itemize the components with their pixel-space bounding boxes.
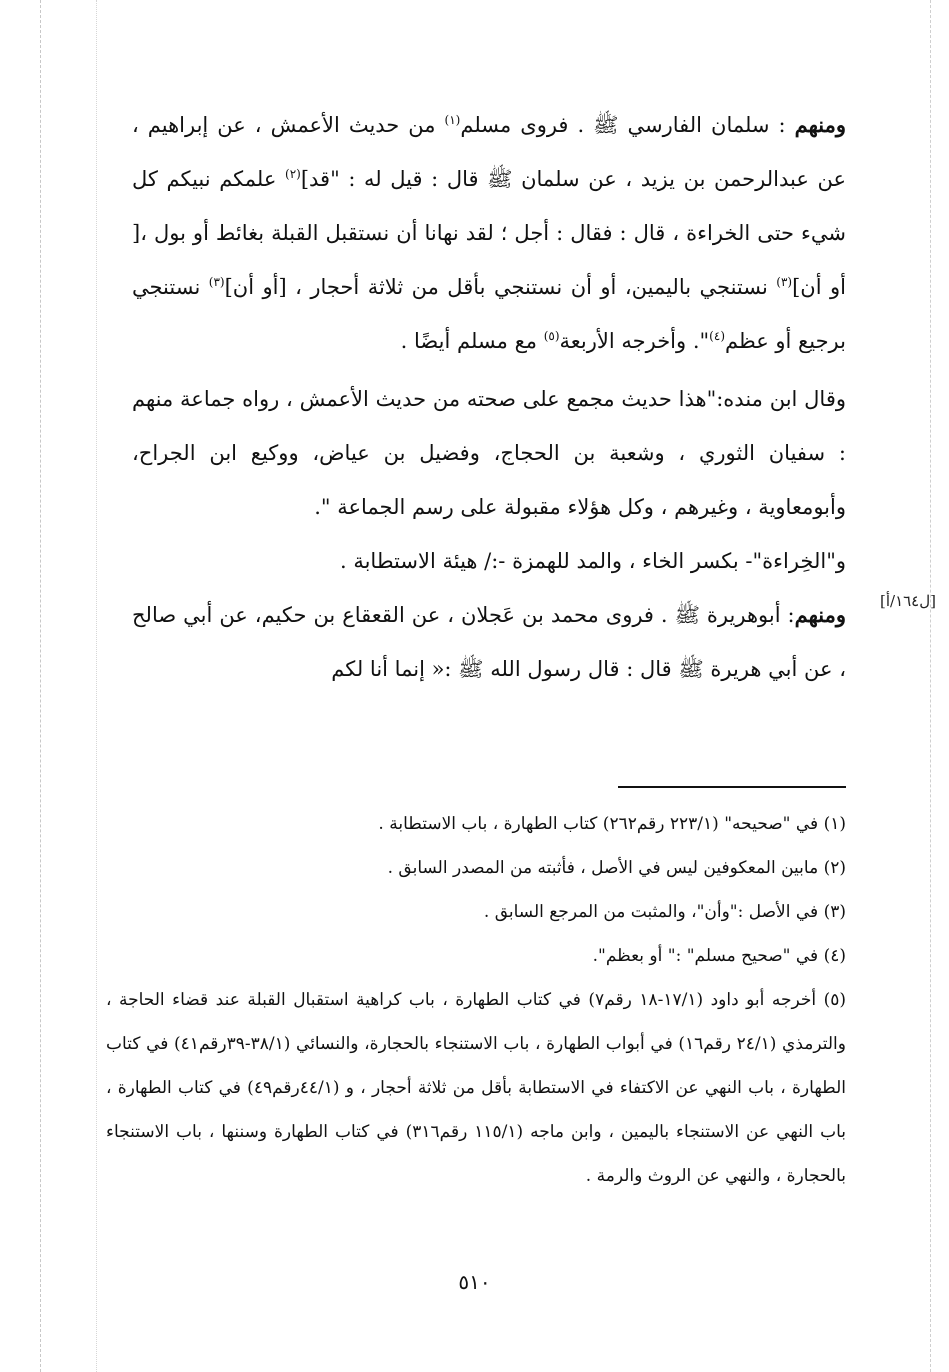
text-run: ". وأخرجه الأربعة (559, 329, 710, 353)
manuscript-folio-marker: [ل١٦٤/أ] (879, 592, 936, 610)
footnote-ref: (٣) (208, 275, 225, 289)
paragraph-lead: ومنهم (794, 112, 846, 137)
paragraph-lead: ومنهم (794, 602, 846, 627)
footnote-ref: (٢) (285, 167, 301, 181)
paragraph-abu-hurayra (132, 588, 846, 696)
text-run: علمكم نبيكم كل شيء حتى الخراءة ، قال : فقال : أجل ؛ لقد نهانا أن نستقبل القبلة بغائط أو بول ،[ أو أن] (132, 167, 846, 299)
text-run: : أبوهريرة ﷺ . فروى محمد بن عَجلان ، عن القعقاع بن حكيم، عن أبي صالح ، عن أبي هريرة ﷺ قال : قال رسول الله ﷺ :« إنما أنا لكم (132, 603, 846, 681)
footnote-ref: (٣) (776, 275, 793, 289)
text-run: من حديث الأعمش ، عن إبراهيم ، عن عبدالرحمن بن يزيد ، عن سلمان ﷺ قال : قيل له : "قد] (132, 113, 846, 191)
main-text (132, 98, 846, 696)
paragraph-definition: و"الخِراءة"- بكسر الخاء ، والمد للهمزة -:/ هيئة الاستطابة . (339, 549, 846, 573)
footnote-ref: (٥) (543, 329, 560, 343)
footnote-item: (١) في "صحيحه" (٢٢٣/١ رقم٢٦٢) كتاب الطهارة ، باب الاستطابة . (378, 814, 846, 834)
scan-fold-line (40, 0, 41, 1372)
footnote-item: (٥) أخرجه أبو داود (١٧/١-١٨ رقم٧) في كتاب الطهارة ، باب كراهية استقبال القبلة عند قضاء الحاجة ، والترمذي (٢٤/١ رقم١٦) في أبواب الطهارة ، باب الاستنجاء بالحجارة، والنسائي (٣٨/١-٣٩رقم٤١) في كتاب الطهارة ، باب النهي عن الاكتفاء في الاستطابة بأقل من ثلاثة أحجار ، و (٤٤/١رقم٤٩) في كتاب الطهارة ، باب النهي عن الاستنجاء باليمين ، وابن ماجه (١١٥/١ رقم٣١٦) في كتاب الطهارة وسننها ، باب الاستنجاء بالحجارة ، والنهي عن الروث والرمة . (106, 990, 847, 1186)
text-run: نستنجي برجيع أو عظم (132, 275, 846, 353)
scan-fold-line (930, 0, 931, 1372)
footnote-item: (٤) في "صحيح مسلم" :" أو بعظم". (592, 946, 846, 966)
footnote-separator (618, 786, 846, 788)
page-number: ٥١٠ (458, 1270, 491, 1294)
paragraph-salman (132, 98, 846, 368)
text-run: مع مسلم أيضًا . (400, 329, 544, 353)
footnote-item: (٢) مابين المعكوفين ليس في الأصل ، فأثبته من المصدر السابق . (387, 858, 846, 878)
footnote-item: (٣) في الأصل :"وأن"، والمثبت من المرجع السابق . (483, 902, 846, 922)
footnotes (106, 802, 846, 1198)
footnote-ref: (١) (444, 113, 461, 127)
scan-fold-line (96, 0, 97, 1372)
text-run: : سلمان الفارسي ﷺ . فروى مسلم (460, 113, 795, 137)
footnote-ref: (٤) (709, 329, 725, 343)
text-run: نستنجي باليمين، أو أن نستنجي بأقل من ثلاثة أحجار ، [أو أن] (224, 275, 777, 299)
paragraph-ibn-mandah: وقال ابن منده:"هذا حديث مجمع على صحته من حديث الأعمش ، رواه جماعة منهم : سفيان الثوري ، وشعبة بن الحجاج، وفضيل بن عياض، ووكيع ابن الجراح، وأبومعاوية ، وغيرهم ، وكل هؤلاء مقبولة على رسم الجماعة ". (132, 387, 846, 519)
